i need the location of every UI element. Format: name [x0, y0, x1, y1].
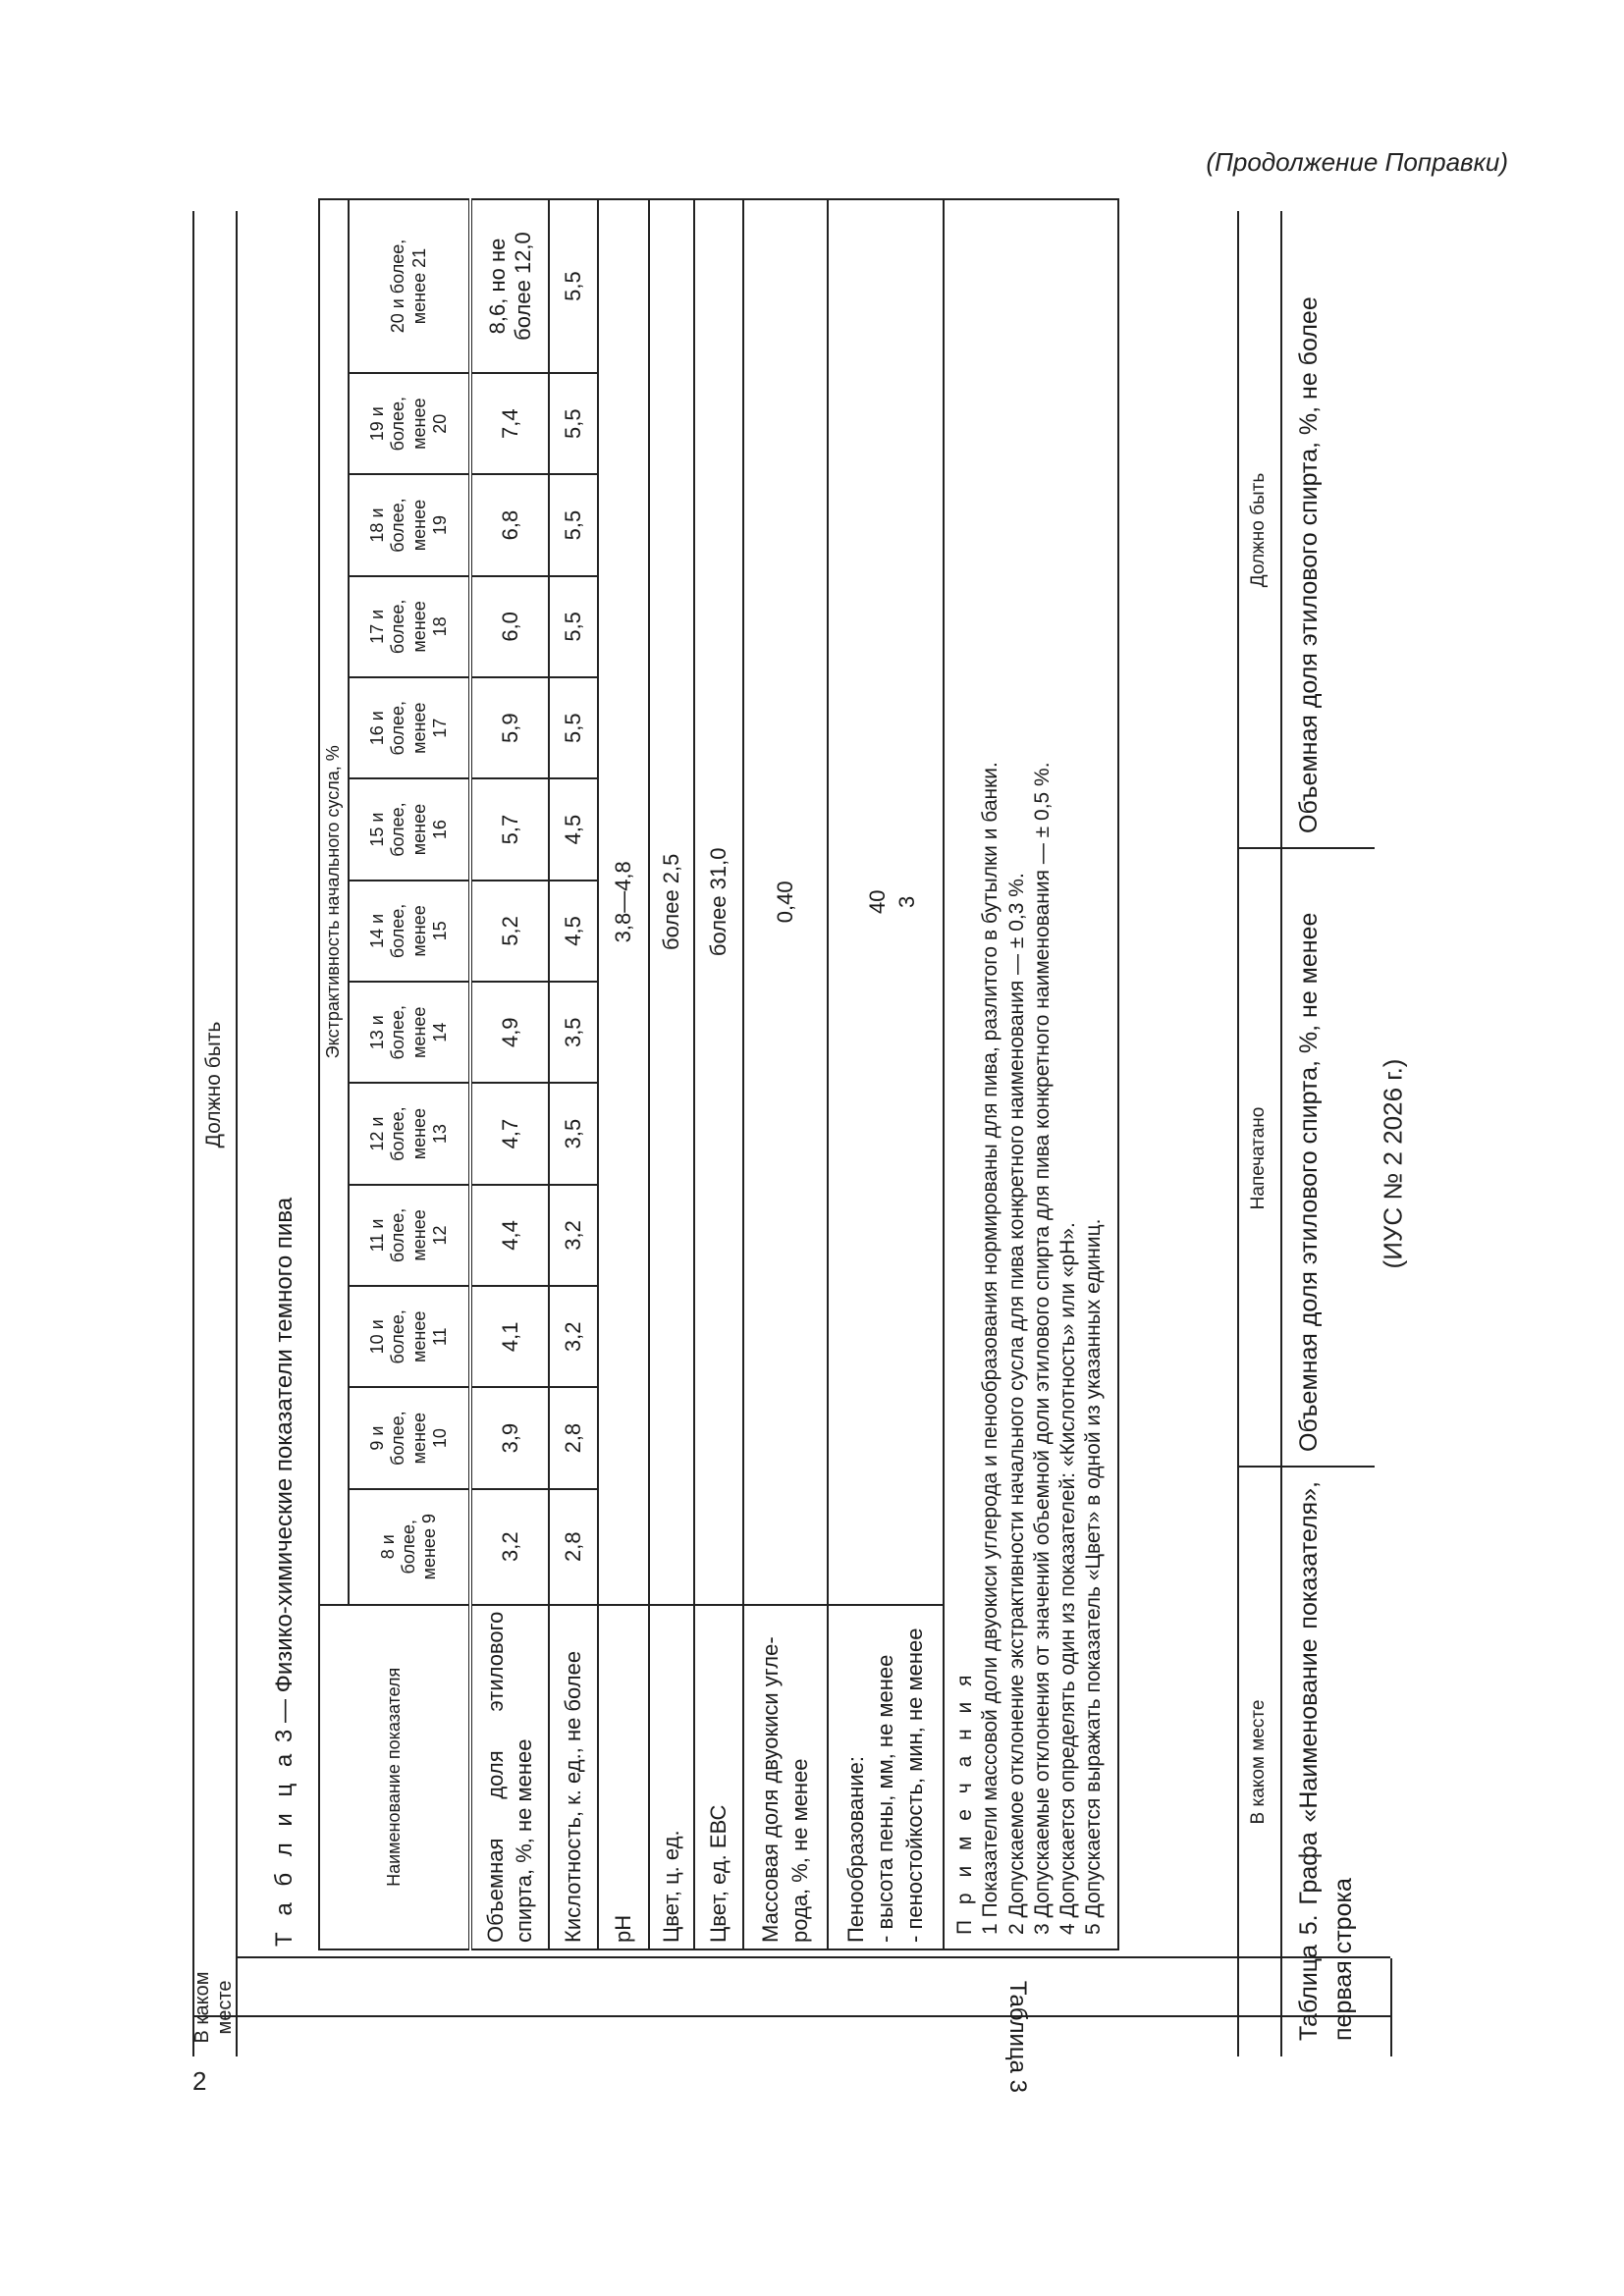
header-row-group	[319, 199, 349, 1949]
acidity-value-12: 5,5	[549, 373, 598, 474]
table5-amendment-area	[1237, 211, 1375, 2056]
frame-content-divider	[236, 1956, 1390, 1958]
acidity-value-2: 2,8	[549, 1387, 598, 1488]
row-name-ethanol: Объемная доля этилового спирта, %, не менее	[470, 1605, 549, 1949]
ethanol-value-13: 8,6, но не более 12,0	[470, 199, 549, 373]
ethanol-value-5: 4,7	[470, 1083, 549, 1184]
value-foam: 40 3	[828, 199, 944, 1605]
ethanol-value-8: 5,7	[470, 778, 549, 880]
note-1: 1 Показатели массовой доли двуокиси углерода и пенообразования нормированы для пива, разлитого в бутылки и банки.	[979, 762, 1002, 1935]
page-number: 2	[192, 2066, 207, 2096]
footer-text: (ИУС № 2 2026 г.)	[1378, 1058, 1408, 1268]
frame-bottom-rule	[1390, 1958, 1392, 2056]
frame-header-rule	[236, 211, 238, 2056]
extract-group-header: Экстрактивность начального сусла, %	[319, 199, 349, 1605]
value-color-ebc: более 31,0	[694, 199, 743, 1605]
row-name-ph: pH	[598, 1605, 649, 1949]
table-row-acidity	[549, 199, 598, 1949]
acidity-value-10: 5,5	[549, 576, 598, 677]
acidity-value-7: 4,5	[549, 881, 598, 982]
acidity-value-6: 3,5	[549, 982, 598, 1083]
value-ph: 3,8—4,8	[598, 199, 649, 1605]
note-3: 3 Допускаемые отклонения от значений объемной доли этилового спирта для пива конкретного наименования — ± 0,5 %.	[1030, 762, 1054, 1935]
table5-header-rule	[1280, 211, 1282, 2056]
column-header-9: 16 и более, менее 17	[349, 677, 470, 778]
ethanol-value-10: 6,0	[470, 576, 549, 677]
table-row-co2	[743, 199, 828, 1949]
where-header: В каком месте	[191, 1971, 236, 2044]
table5-should-be-header: Должно быть	[1248, 472, 1269, 588]
notes-title: П р и м е ч а н и я	[953, 1670, 976, 1935]
table5-printed-header: Напечатано	[1248, 1106, 1269, 1210]
table5-location: Таблица 5. Графа «Наименование показателя», первая строка	[1295, 1481, 1357, 2041]
ethanol-value-12: 7,4	[470, 373, 549, 474]
column-header-7: 14 и более, менее 15	[349, 881, 470, 982]
acidity-value-11: 5,5	[549, 474, 598, 575]
ethanol-value-2: 3,9	[470, 1387, 549, 1488]
ethanol-value-1: 3,2	[470, 1489, 549, 1605]
table5-where-header: В каком месте	[1248, 1699, 1269, 1825]
column-header-6: 13 и более, менее 14	[349, 982, 470, 1083]
acidity-value-9: 5,5	[549, 677, 598, 778]
table-caption: Т а б л и ц а 3 — Физико-химические показатели темного пива	[271, 1197, 298, 1947]
acidity-value-4: 3,2	[549, 1185, 598, 1286]
value-color-cu: более 2,5	[649, 199, 694, 1605]
table5-should-be: Объемная доля этилового спирта, %, не более	[1295, 296, 1323, 833]
acidity-value-13: 5,5	[549, 199, 598, 373]
ethanol-value-11: 6,8	[470, 474, 549, 575]
column-header-4: 11 и более, менее 12	[349, 1185, 470, 1286]
column-header-5: 12 и более, менее 13	[349, 1083, 470, 1184]
frame-where-divider	[192, 2015, 1390, 2017]
column-header-1: 8 и более, менее 9	[349, 1489, 470, 1605]
column-header-10: 17 и более, менее 18	[349, 576, 470, 677]
note-4: 4 Допускается определять один из показателей: «Кислотность» или «pH».	[1056, 1222, 1079, 1935]
amendment-frame	[191, 211, 1390, 2094]
acidity-value-3: 3,2	[549, 1286, 598, 1387]
ethanol-value-9: 5,9	[470, 677, 549, 778]
rotated-amendment-area	[191, 211, 1390, 2094]
row-name-acidity: Кислотность, к. ед., не более	[549, 1605, 598, 1949]
column-header-8: 15 и более, менее 16	[349, 778, 470, 880]
acidity-value-8: 4,5	[549, 778, 598, 880]
location-label: Таблица 3	[1004, 1980, 1031, 2094]
table-row-ph	[598, 199, 649, 1949]
column-header-2: 9 и более, менее 10	[349, 1387, 470, 1488]
table-notes	[944, 199, 1118, 1949]
column-header-12: 19 и более, менее 20	[349, 373, 470, 474]
table-row-foam	[828, 199, 944, 1949]
ethanol-value-3: 4,1	[470, 1286, 549, 1387]
table-row-ethanol	[470, 199, 549, 1949]
table-row-color-cu	[649, 199, 694, 1949]
ethanol-value-4: 4,4	[470, 1185, 549, 1286]
should-be-header: Должно быть	[201, 1021, 225, 1148]
table-row-color-ebc	[694, 199, 743, 1949]
column-header-13: 20 и более, менее 21	[349, 199, 470, 373]
ethanol-value-7: 5,2	[470, 881, 549, 982]
table5-printed: Объемная доля этилового спирта, %, не менее	[1295, 912, 1323, 1452]
name-header: Наименование показателя	[319, 1605, 470, 1949]
running-header: (Продолжение Поправки)	[1206, 147, 1508, 177]
acidity-value-5: 3,5	[549, 1083, 598, 1184]
column-header-11: 18 и более, менее 19	[349, 474, 470, 575]
note-5: 5 Допускается выражать показатель «Цвет» в одной из указанных единиц.	[1082, 1218, 1106, 1935]
column-header-3: 10 и более, менее 11	[349, 1286, 470, 1387]
table-3	[318, 198, 1119, 1950]
table-row-notes	[944, 199, 1118, 1949]
row-name-foam: Пенообразование: - высота пены, мм, не менее - пеностойкость, мин, не менее	[828, 1605, 944, 1949]
row-name-color-cu: Цвет, ц. ед.	[649, 1605, 694, 1949]
acidity-value-1: 2,8	[549, 1489, 598, 1605]
value-co2: 0,40	[743, 199, 828, 1605]
row-name-color-ebc: Цвет, ед. ЕВС	[694, 1605, 743, 1949]
ethanol-value-6: 4,9	[470, 982, 549, 1083]
note-2: 2 Допускаемое отклонение экстрактивности начального сусла для пива конкретного наименования — ± 0,3 %.	[1004, 873, 1028, 1935]
row-name-co2: Массовая доля двуокиси угле- рода, %, не менее	[743, 1605, 828, 1949]
